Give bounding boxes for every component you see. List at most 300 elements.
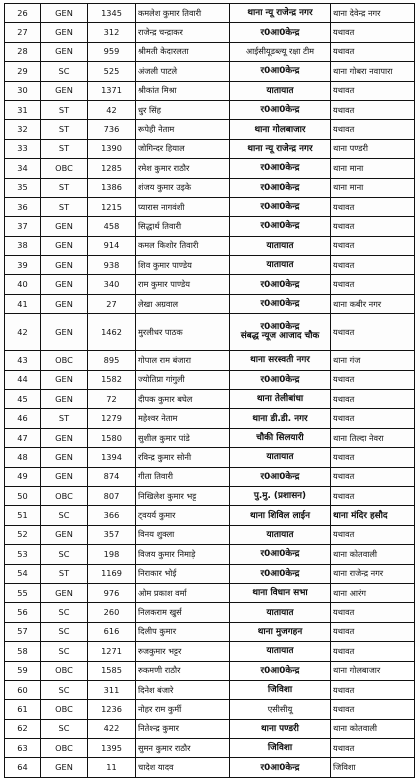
serial-number-cell-text: 32 [17,124,28,135]
serial-number-cell [5,275,41,294]
badge-number-cell [88,275,136,294]
new-posting-cell-text: थाना आरंग [333,587,366,598]
current-posting-cell-text: र0आ0केन्द्र [260,163,300,174]
name-cell-text: राम कुमार पाण्डेय [138,279,191,290]
new-posting-cell [331,758,415,777]
name-cell [136,758,230,777]
current-posting-cell [230,739,331,758]
badge-number-cell-text: 938 [103,259,120,270]
table-row [5,448,415,467]
category-cell [41,758,88,777]
name-cell-text: प्यारास नागवंशी [138,201,185,212]
current-posting-cell-text: र0आ0केन्द्र [260,66,300,77]
badge-number-cell-text: 357 [103,529,120,540]
new-posting-cell [331,351,415,370]
serial-number-cell [5,217,41,236]
new-posting-cell [331,642,415,661]
category-cell-text: GEN [55,471,73,482]
serial-number-cell-text: 52 [17,529,28,540]
new-posting-cell-text: यथावत [333,240,355,251]
name-cell-text: ज्योतिप्रा गांगुली [138,374,185,385]
category-cell [41,486,88,505]
table-row [5,680,415,699]
badge-number-cell-text: 807 [103,490,120,501]
current-posting-cell-text: र0आ0केन्द्र [260,471,300,482]
category-cell [41,351,88,370]
badge-number-cell-text: 11 [106,762,117,773]
category-cell-text: OBC [55,665,73,676]
serial-number-cell-text: 63 [17,742,28,753]
new-posting-cell-text: थाना मंदिर हसौद [333,510,388,521]
current-posting-cell [230,23,331,42]
current-posting-cell [230,719,331,738]
name-cell-text: सुमन कुमार राठौर [138,742,191,753]
category-cell [41,294,88,313]
name-cell [136,159,230,178]
serial-number-cell [5,62,41,81]
serial-number-cell [5,139,41,158]
name-cell [136,680,230,699]
category-cell [41,467,88,486]
table-row [5,739,415,758]
current-posting-cell [230,42,331,61]
category-cell [41,100,88,119]
new-posting-cell-text: यथावत [333,451,355,462]
name-cell-text: श्रीकांत मिश्रा [138,85,177,96]
new-posting-cell [331,506,415,525]
category-cell [41,739,88,758]
new-posting-cell [331,314,415,351]
badge-number-cell [88,236,136,255]
badge-number-cell [88,583,136,602]
name-cell-text: धुर सिंह [138,104,161,115]
category-cell-text: SC [58,607,70,618]
current-posting-cell-text: र0आ0केन्द्र [260,27,300,38]
serial-number-cell [5,100,41,119]
name-cell [136,23,230,42]
serial-number-cell-text: 57 [17,626,28,637]
current-posting-cell-text: थाना पण्डरी [261,723,299,734]
current-posting-cell-text: थाना सरस्वती नगर [250,355,310,366]
current-posting-cell-text: यातायात [266,452,294,463]
category-cell-text: ST [58,104,70,115]
name-cell [136,4,230,23]
serial-number-cell [5,159,41,178]
name-cell-text: अंजली पाटले [138,65,178,76]
transfer-table [4,3,415,778]
current-posting-cell [230,256,331,275]
serial-number-cell-text: 31 [17,104,28,115]
new-posting-cell [331,700,415,719]
serial-number-cell [5,661,41,680]
serial-number-cell [5,42,41,61]
table-row [5,642,415,661]
new-posting-cell [331,178,415,197]
category-cell [41,197,88,216]
current-posting-cell [230,139,331,158]
serial-number-cell-text: 48 [17,451,28,462]
current-posting-cell-text: यातायात [266,260,294,271]
new-posting-cell [331,236,415,255]
table-row [5,159,415,178]
table-row [5,314,415,351]
badge-number-cell-text: 874 [103,471,120,482]
serial-number-cell-text: 35 [17,182,28,193]
current-posting-cell-text: चौकी सिलयारी [256,433,304,443]
table-row [5,100,415,119]
new-posting-cell-text: यथावत [333,124,355,135]
serial-number-cell-text: 62 [17,723,28,734]
category-cell [41,23,88,42]
category-cell-text: GEN [55,240,73,251]
name-cell [136,217,230,236]
new-posting-cell [331,4,415,23]
new-posting-cell [331,545,415,564]
badge-number-cell [88,370,136,389]
current-posting-cell-text: थाना न्यू राजेन्द्र नगर [247,143,313,154]
current-posting-cell-text: र0आ0केन्द्र [260,549,300,560]
serial-number-cell [5,370,41,389]
category-cell-text: ST [58,182,70,193]
serial-number-cell-text: 44 [17,374,28,385]
new-posting-cell-text: थाना गंज [333,354,361,365]
badge-number-cell-text: 525 [103,65,120,76]
serial-number-cell-text: 26 [17,7,28,18]
current-posting-cell [230,390,331,409]
new-posting-cell-text: यथावत [333,703,355,714]
badge-number-cell [88,197,136,216]
name-cell [136,506,230,525]
new-posting-cell [331,448,415,467]
badge-number-cell [88,100,136,119]
new-posting-cell-text: थाना कबीर नगर [333,298,382,309]
new-posting-cell [331,275,415,294]
name-cell [136,409,230,428]
current-posting-cell [230,159,331,178]
badge-number-cell [88,525,136,544]
name-cell [136,739,230,758]
table-row [5,4,415,23]
badge-number-cell [88,758,136,777]
current-posting-cell [230,351,331,370]
category-cell-text: SC [58,684,70,695]
category-cell-text: OBC [55,742,73,753]
badge-number-cell-text: 1215 [101,201,122,212]
serial-number-cell-text: 34 [17,162,28,173]
badge-number-cell [88,428,136,447]
current-posting-cell [230,525,331,544]
serial-number-cell [5,525,41,544]
table-row [5,236,415,255]
badge-number-cell [88,564,136,583]
serial-number-cell-text: 49 [17,471,28,482]
name-cell [136,622,230,641]
badge-number-cell [88,294,136,313]
name-cell-text: रूपेही नेताम [138,124,175,135]
new-posting-cell-text: यथावत [333,201,355,212]
serial-number-cell [5,256,41,275]
category-cell [41,545,88,564]
serial-number-cell-text: 50 [17,490,28,501]
table-row [5,23,415,42]
category-cell-text: GEN [55,27,73,38]
table-row [5,139,415,158]
name-cell-text: नितेश्न्द्र कुमार [138,723,180,734]
new-posting-cell-text: थाना तिल्दा नेवरा [333,432,384,443]
new-posting-cell [331,120,415,139]
current-posting-cell-text: र0आ0केन्द्र [260,105,300,116]
badge-number-cell [88,622,136,641]
category-cell-text: ST [58,143,70,154]
serial-number-cell-text: 45 [17,393,28,404]
name-cell [136,42,230,61]
name-cell-text: चादेश यादव [138,762,174,773]
category-cell-text: ST [58,568,70,579]
current-posting-cell-text: यातायात [266,607,294,618]
badge-number-cell [88,467,136,486]
new-posting-cell [331,370,415,389]
serial-number-cell [5,448,41,467]
serial-number-cell-text: 47 [17,432,28,443]
new-posting-cell-text: यथावत [333,220,355,231]
current-posting-cell [230,4,331,23]
badge-number-cell-text: 1462 [101,326,122,337]
current-posting-cell [230,583,331,602]
current-posting-cell [230,178,331,197]
serial-number-cell [5,4,41,23]
new-posting-cell-text: यथावत [333,490,355,501]
name-cell [136,583,230,602]
badge-number-cell-text: 1271 [101,645,122,656]
name-cell-text: ओम प्रकाश वर्मा [138,587,187,598]
new-posting-cell-text: यथावत [333,374,355,385]
table-row [5,62,415,81]
current-posting-cell [230,62,331,81]
name-cell-text: मुरलीधर पाठक [138,326,183,337]
serial-number-cell [5,428,41,447]
serial-number-cell-text: 60 [17,684,28,695]
badge-number-cell [88,719,136,738]
new-posting-cell-text: यथावत [333,413,355,424]
current-posting-cell-text: र0आ0केन्द्र [260,279,300,290]
badge-number-cell-text: 1371 [101,85,122,96]
current-posting-cell [230,564,331,583]
category-cell [41,700,88,719]
table-row [5,564,415,583]
serial-number-cell-text: 28 [17,46,28,57]
name-cell [136,642,230,661]
badge-number-cell-text: 27 [106,298,117,309]
serial-number-cell-text: 39 [17,259,28,270]
name-cell [136,256,230,275]
badge-number-cell [88,178,136,197]
serial-number-cell [5,680,41,699]
name-cell-text: विजय कुमार निमाड़े [138,548,196,559]
new-posting-cell-text: थाना कोतवाली [333,548,378,559]
name-cell [136,139,230,158]
name-cell-text: कमल किशोर तिवारी [138,240,199,251]
current-posting-cell-text: थाना न्यू राजेन्द्र नगर [247,8,313,19]
category-cell [41,506,88,525]
serial-number-cell [5,564,41,583]
name-cell [136,428,230,447]
badge-number-cell-text: 976 [103,587,120,598]
current-posting-cell [230,661,331,680]
badge-number-cell [88,62,136,81]
new-posting-cell [331,564,415,583]
category-cell [41,428,88,447]
badge-number-cell-text: 340 [103,279,120,290]
category-cell [41,139,88,158]
name-cell-text: निराकार भोई [138,568,177,579]
current-posting-cell-text: र0आ0केन्द्र [260,374,300,385]
current-posting-cell-text: र0आ0केन्द्र संबद्ध न्यूज आजाद चौक [240,322,320,342]
serial-number-cell [5,294,41,313]
table-row [5,545,415,564]
badge-number-cell [88,81,136,100]
category-cell-text: OBC [55,490,73,501]
category-cell-text: GEN [55,326,73,337]
category-cell [41,81,88,100]
serial-number-cell [5,622,41,641]
serial-number-cell [5,390,41,409]
current-posting-cell [230,545,331,564]
table-row [5,42,415,61]
badge-number-cell [88,217,136,236]
current-posting-cell-text: र0आ0केन्द्र [260,762,300,773]
current-posting-cell-text: पु.मु. (प्रशासन) [253,491,307,502]
new-posting-cell [331,622,415,641]
name-cell-text: नोहर राम कुर्मी [138,703,182,714]
badge-number-cell-text: 959 [103,46,120,57]
table-row [5,661,415,680]
serial-number-cell-text: 56 [17,607,28,618]
name-cell-text: रविन्द्र कुमार सोनी [138,451,192,462]
badge-number-cell-text: 616 [103,626,120,637]
new-posting-cell-text: यथावत [333,529,355,540]
serial-number-cell-text: 46 [17,413,28,424]
category-cell [41,4,88,23]
new-posting-cell [331,81,415,100]
new-posting-cell [331,100,415,119]
new-posting-cell [331,62,415,81]
serial-number-cell-text: 55 [17,587,28,598]
new-posting-cell [331,680,415,699]
new-posting-cell-text: थाना देवेन्द्र नगर [333,7,381,18]
category-cell-text: GEN [55,393,73,404]
current-posting-cell [230,314,331,351]
category-cell-text: GEN [55,762,73,773]
category-cell-text: SC [58,65,70,76]
badge-number-cell-text: 895 [103,354,120,365]
current-posting-cell-text: थाना विधान सभा [252,588,308,599]
category-cell [41,583,88,602]
category-cell [41,525,88,544]
name-cell [136,390,230,409]
new-posting-cell [331,719,415,738]
table-row [5,120,415,139]
name-cell [136,178,230,197]
current-posting-cell [230,370,331,389]
badge-number-cell-text: 1395 [101,742,122,753]
category-cell-text: ST [58,413,70,424]
badge-number-cell [88,448,136,467]
serial-number-cell-text: 27 [17,27,28,38]
table-row [5,603,415,622]
serial-number-cell [5,506,41,525]
category-cell [41,622,88,641]
badge-number-cell-text: 42 [106,104,117,115]
badge-number-cell-text: 1386 [101,182,122,193]
category-cell [41,236,88,255]
current-posting-cell-text: र0आ0केन्द्र [260,568,300,579]
badge-number-cell [88,159,136,178]
current-posting-cell [230,506,331,525]
current-posting-cell-text: यातायात [266,529,294,540]
category-cell [41,390,88,409]
new-posting-cell [331,256,415,275]
current-posting-cell [230,467,331,486]
category-cell-text: GEN [55,220,73,231]
badge-number-cell [88,256,136,275]
current-posting-cell-text: यातायात [266,240,294,251]
badge-number-cell-text: 1345 [101,7,122,18]
new-posting-cell [331,603,415,622]
name-cell [136,661,230,680]
badge-number-cell-text: 312 [103,27,120,38]
current-posting-cell-text: थाना मुजगहन [257,626,303,637]
badge-number-cell-text: 1169 [101,568,122,579]
new-posting-cell [331,739,415,758]
current-posting-cell [230,448,331,467]
new-posting-cell [331,583,415,602]
badge-number-cell-text: 1580 [101,432,122,443]
new-posting-cell-text: थाना राजेन्द्र नगर [333,568,384,579]
serial-number-cell-text: 61 [17,703,28,714]
table-row [5,294,415,313]
new-posting-cell [331,661,415,680]
badge-number-cell [88,409,136,428]
new-posting-cell-text: थाना गोबरा नवापारा [333,65,393,76]
serial-number-cell [5,178,41,197]
name-cell [136,314,230,351]
badge-number-cell-text: 736 [103,124,120,135]
category-cell [41,159,88,178]
table-row [5,486,415,505]
badge-number-cell [88,139,136,158]
new-posting-cell [331,467,415,486]
category-cell-text: GEN [55,46,73,57]
category-cell-text: GEN [55,529,73,540]
name-cell-text: निखिलेश कुमार भट्ट [138,490,197,501]
badge-number-cell [88,603,136,622]
new-posting-cell-text: यथावत [333,259,355,270]
name-cell-text: गीता तिवारी [138,471,174,482]
serial-number-cell-text: 33 [17,143,28,154]
name-cell [136,700,230,719]
new-posting-cell-text: थाना कोतवाली [333,723,378,734]
name-cell-text: रमेश कुमार राठौर [138,162,190,173]
badge-number-cell-text: 1236 [101,703,122,714]
badge-number-cell-text: 1582 [101,374,122,385]
name-cell-text: जोगिन्दर हियाल [138,143,185,154]
category-cell [41,62,88,81]
badge-number-cell-text: 260 [103,607,120,618]
name-cell [136,370,230,389]
table-row [5,428,415,447]
current-posting-cell [230,642,331,661]
serial-number-cell-text: 59 [17,665,28,676]
